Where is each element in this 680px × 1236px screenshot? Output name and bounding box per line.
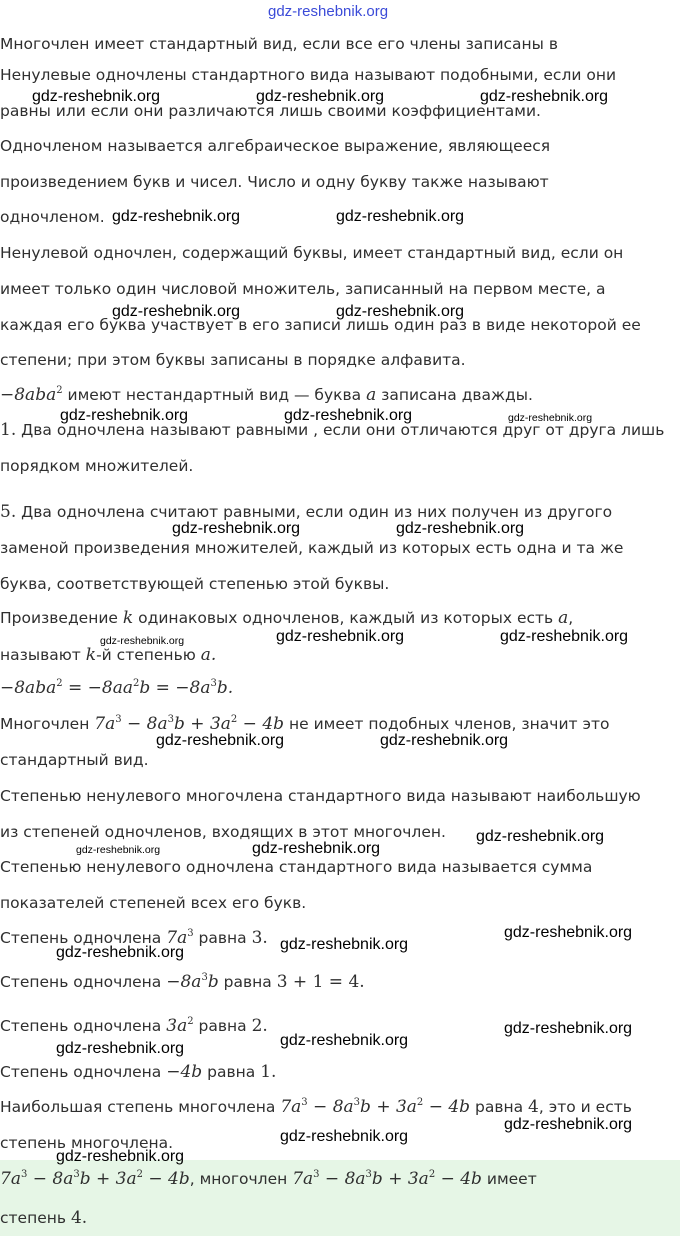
- text-span: равна: [198, 929, 247, 947]
- math-expression: $-8a^3b$: [166, 972, 219, 992]
- text-span: не имеет подобных членов, значит это: [288, 715, 610, 733]
- text-span: равна: [207, 1063, 256, 1081]
- watermark: gdz-reshebnik.org: [60, 407, 189, 424]
- watermark: gdz-reshebnik.org: [284, 407, 413, 424]
- watermark: gdz-reshebnik.org: [252, 840, 381, 857]
- text-line: показателей степеней всех его букв.: [0, 894, 307, 912]
- text-span: Произведение: [0, 609, 118, 627]
- watermark: gdz-reshebnik.org: [504, 924, 633, 941]
- watermark: gdz-reshebnik.org: [112, 208, 241, 225]
- text-span: , это и есть: [538, 1098, 632, 1116]
- math-expression: k: [85, 645, 97, 665]
- text-line: Ненулевые одночлены стандартного вида называют подобными, если они: [0, 66, 617, 84]
- answer-line: [0, 1208, 87, 1228]
- text-span: Степень одночлена: [0, 1017, 162, 1035]
- text-span: называют: [0, 646, 81, 664]
- math-expression: −4b: [166, 1062, 203, 1082]
- text-span: Многочлен: [0, 715, 90, 733]
- text-line: Ненулевой одночлен, содержащий буквы, имеет стандартный вид, если он: [0, 244, 624, 262]
- math-expression: a.: [200, 645, 217, 665]
- text-line: буква, соответствующей степенью этой буквы.: [0, 575, 390, 593]
- watermark: gdz-reshebnik.org: [268, 3, 389, 20]
- text-span: Два одночлена называют равными , если они отличаются друг от друга лишь: [21, 421, 665, 439]
- math-expression: a: [366, 385, 377, 405]
- text-span: Наибольшая степень многочлена: [0, 1098, 276, 1116]
- watermark: gdz-reshebnik.org: [336, 303, 465, 320]
- watermark: gdz-reshebnik.org: [280, 1032, 409, 1049]
- text-line: из степеней одночленов, входящих в этот многочлен.: [0, 823, 446, 841]
- text-span: Степень одночлена: [0, 1063, 162, 1081]
- text-span: имеют нестандартный вид — буква: [67, 386, 362, 404]
- watermark: gdz-reshebnik.org: [504, 1116, 633, 1133]
- text-line: [0, 1097, 632, 1117]
- text-line: Произведение k одинаковых одночленов, каждый из которых есть a,: [0, 608, 574, 628]
- math-expression: a: [558, 608, 569, 628]
- text-line: произведением букв и чисел. Число и одну букву также называют: [0, 173, 549, 191]
- text-line: имеет только один числовой множитель, записанный на первом месте, а: [0, 280, 606, 298]
- text-span: записана дважды.: [381, 386, 533, 404]
- watermark: gdz-reshebnik.org: [380, 732, 509, 749]
- math-expression: $7a^3 - 8a^3b + 3a^2 - 4b$: [280, 1097, 471, 1117]
- text-line: [0, 645, 216, 665]
- watermark: gdz-reshebnik.org: [336, 208, 465, 225]
- watermark: gdz-reshebnik.org: [100, 635, 185, 647]
- text-line: каждая его буква участвует в его записи лишь один раз в виде некоторой ее: [0, 316, 641, 334]
- text-line: Степенью ненулевого одночлена стандартного вида называется сумма: [0, 858, 593, 876]
- watermark: gdz-reshebnik.org: [156, 732, 285, 749]
- math-line: [0, 678, 233, 698]
- text-span: -й степенью: [96, 646, 196, 664]
- math-expression: $-8aba^2 = -8aa^2b = -8a^3b$.: [0, 678, 234, 698]
- watermark: gdz-reshebnik.org: [476, 828, 605, 845]
- watermark: gdz-reshebnik.org: [396, 520, 525, 537]
- watermark: gdz-reshebnik.org: [280, 1128, 409, 1145]
- text-span: равна: [474, 1098, 524, 1116]
- math-expression: 4.: [70, 1208, 88, 1228]
- math-expression: k: [122, 608, 134, 628]
- list-number: 1.: [0, 420, 17, 440]
- text-line: Степенью ненулевого многочлена стандартного вида называют наибольшую: [0, 787, 641, 805]
- math-expression: 4: [528, 1097, 539, 1117]
- text-line: Одночленом называется алгебраическое выражение, являющееся: [0, 137, 551, 155]
- watermark: gdz-reshebnik.org: [504, 1020, 633, 1037]
- watermark: gdz-reshebnik.org: [172, 520, 301, 537]
- text-line: заменой произведения множителей, каждый из которых есть одна и та же: [0, 539, 624, 557]
- text-line: [0, 385, 533, 405]
- math-expression: $7a^3 - 8a^3b + 3a^2 - 4b$: [94, 714, 285, 734]
- text-span: , многочлен: [189, 1170, 288, 1188]
- text-line: [0, 972, 365, 992]
- watermark: gdz-reshebnik.org: [280, 936, 409, 953]
- text-line: [0, 714, 610, 734]
- math-expression: 1.: [260, 1062, 277, 1082]
- text-span: имеет: [486, 1170, 537, 1188]
- text-line: одночленом.: [0, 208, 105, 226]
- math-expression: $7a^3$: [166, 928, 194, 948]
- text-span: Степень одночлена: [0, 929, 162, 947]
- math-expression: −8aba$^2$: [0, 385, 63, 405]
- text-line: равны или если они различаются лишь своими коэффициентами.: [0, 102, 541, 120]
- text-line: степень многочлена.: [0, 1134, 174, 1152]
- text-span: Степень одночлена: [0, 973, 162, 991]
- list-number: 5.: [0, 502, 17, 522]
- text-line: Многочлен имеет стандартный вид, если все его члены записаны в: [0, 35, 558, 53]
- text-line: стандартный вид.: [0, 751, 149, 769]
- watermark: gdz-reshebnik.org: [500, 628, 629, 645]
- watermark: gdz-reshebnik.org: [256, 88, 385, 105]
- watermark: gdz-reshebnik.org: [508, 412, 593, 424]
- watermark: gdz-reshebnik.org: [56, 1040, 185, 1057]
- math-expression: $7a^3 - 8a^3b + 3a^2 - 4b$: [0, 1169, 190, 1189]
- text-line: степени; при этом буквы записаны в порядке алфавита.: [0, 351, 466, 369]
- watermark: gdz-reshebnik.org: [56, 944, 185, 961]
- watermark: gdz-reshebnik.org: [56, 1148, 185, 1165]
- text-span: равна: [198, 1017, 247, 1035]
- text-span: степень: [0, 1209, 67, 1227]
- math-expression: 2.: [251, 1016, 268, 1036]
- math-expression: $3a^2$: [166, 1016, 194, 1036]
- text-span: Два одночлена считают равными, если один из них получен из другого: [21, 503, 613, 521]
- text-span: равна: [223, 973, 272, 991]
- watermark: gdz-reshebnik.org: [276, 628, 405, 645]
- watermark: gdz-reshebnik.org: [112, 303, 241, 320]
- text-line: [0, 1062, 276, 1082]
- text-line: порядком множителей.: [0, 457, 194, 475]
- text-span: одинаковых одночленов, каждый из которых есть: [138, 609, 554, 627]
- watermark: gdz-reshebnik.org: [32, 88, 161, 105]
- answer-line: [0, 1169, 537, 1189]
- math-expression: 3.: [251, 928, 268, 948]
- watermark: gdz-reshebnik.org: [76, 844, 161, 856]
- watermark: gdz-reshebnik.org: [480, 88, 609, 105]
- text-line: [0, 502, 612, 522]
- math-expression: $7a^3 - 8a^3b + 3a^2 - 4b$: [292, 1169, 482, 1189]
- math-expression: 3 + 1 = 4.: [276, 972, 365, 992]
- text-line: [0, 420, 664, 440]
- text-line: [0, 1016, 268, 1036]
